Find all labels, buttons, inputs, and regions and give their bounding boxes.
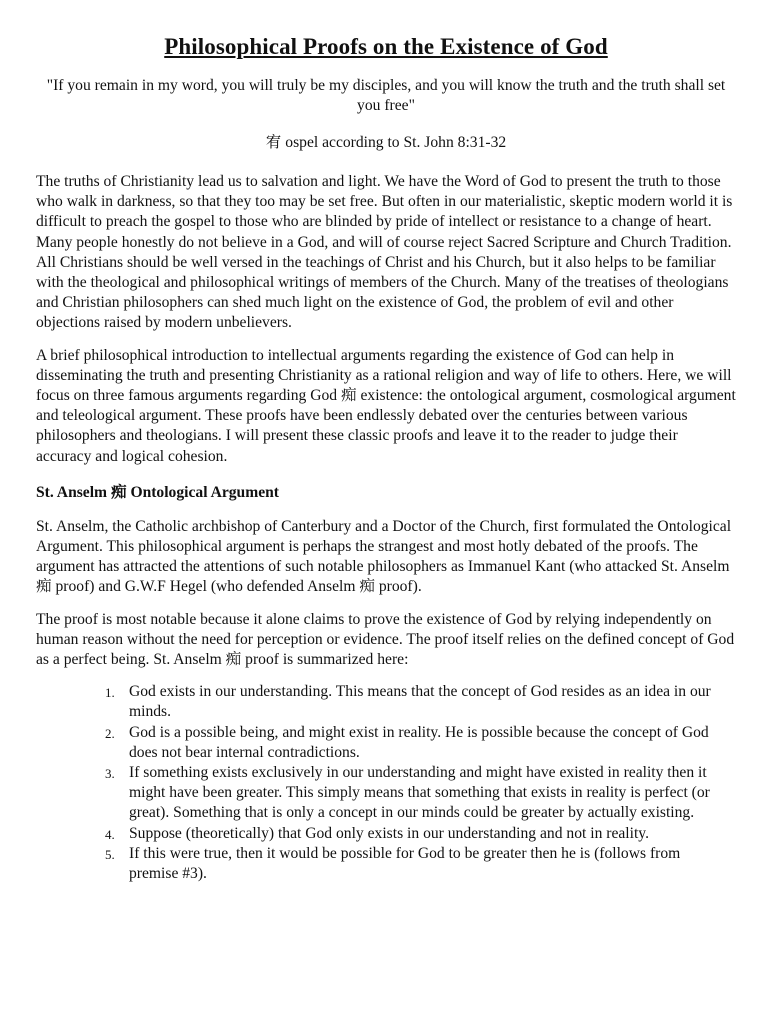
premise-number: 1.	[105, 685, 115, 701]
premise-text: If something exists exclusively in our understanding and might have existed in reality then it might have been greater. This simply means that something that exists in reality is perfect (or great). Something that is only a concept in our minds could be greater by actually existing.	[129, 764, 710, 822]
premise-number: 3.	[105, 766, 115, 782]
epigraph-citation: 宥 ospel according to St. John 8:31-32	[265, 134, 507, 151]
page-title: Philosophical Proofs on the Existence of God	[164, 34, 608, 59]
section-paragraph: The proof is most notable because it alone claims to prove the existence of God by relying independently on human reason without the need for perception or evidence. The proof itself relies on the defined concept of God as a perfect being. St. Anselm 痴 proof is summarized here:	[36, 610, 735, 669]
premise-item	[105, 723, 736, 763]
premise-number: 4.	[105, 826, 115, 842]
section-heading: St. Anselm 痴 Ontological Argument	[36, 483, 280, 501]
premise-text: God exists in our understanding. This means that the concept of God resides as an idea in our minds.	[129, 683, 711, 721]
body-paragraph: The truths of Christianity lead us to salvation and light. We have the Word of God to present the truth to those who walk in darkness, so that they too may be set free. But often in our materialistic, skeptic modern world it is difficult to preach the gospel to those who are blinded by pride of intellect or resistance to a change of heart. Many people honestly do not believe in a God, and will of course reject Sacred Scripture and Church Tradition. All Christians should be well versed in the teachings of Christ and his Church, but it also helps to be familiar with the theological and philosophical writings of members of the Church. Many of the treatises of theologians and Christian philosophers can shed much light on the existence of God, the problem of evil and other objections raised by modern unbelievers.	[36, 173, 733, 332]
premise-text: Suppose (theoretically) that God only exists in our understanding and not in reality.	[129, 824, 649, 842]
premise-text: God is a possible being, and might exist in reality. He is possible because the concept of God does not bear internal contradictions.	[129, 723, 709, 761]
premise-item	[105, 763, 736, 824]
premise-item	[105, 824, 736, 844]
premise-list	[36, 682, 736, 884]
premise-number: 2.	[105, 725, 115, 741]
body-paragraph: A brief philosophical introduction to intellectual arguments regarding the existence of God can help in disseminating the truth and presenting Christianity as a rational religion and way of life to others. Here, we will focus on three famous arguments regarding God 痴 existence: the ontological argument, cosmological argument and teleological argument. These proofs have been endlessly debated over the centuries between various philosophers and theologians. I will present these classic proofs and leave it to the reader to judge their accuracy and logical cohesion.	[36, 346, 736, 465]
epigraph-quote: "If you remain in my word, you will truly be my disciples, and you will know the truth and the truth shall set you free"	[46, 77, 726, 114]
section-paragraph: St. Anselm, the Catholic archbishop of Canterbury and a Doctor of the Church, first formulated the Ontological Argument. This philosophical argument is perhaps the strangest and most hotly debated of the proofs. The argument has attracted the attentions of such notable philosophers as Immanuel Kant (who attacked St. Anselm 痴 proof) and G.W.F Hegel (who defended Anselm 痴 proof).	[36, 517, 732, 596]
premise-item	[105, 682, 736, 722]
premise-number: 5.	[105, 846, 115, 862]
premise-item	[105, 844, 736, 884]
premise-text: If this were true, then it would be possible for God to be greater then he is (follows from premise #3).	[129, 844, 681, 883]
